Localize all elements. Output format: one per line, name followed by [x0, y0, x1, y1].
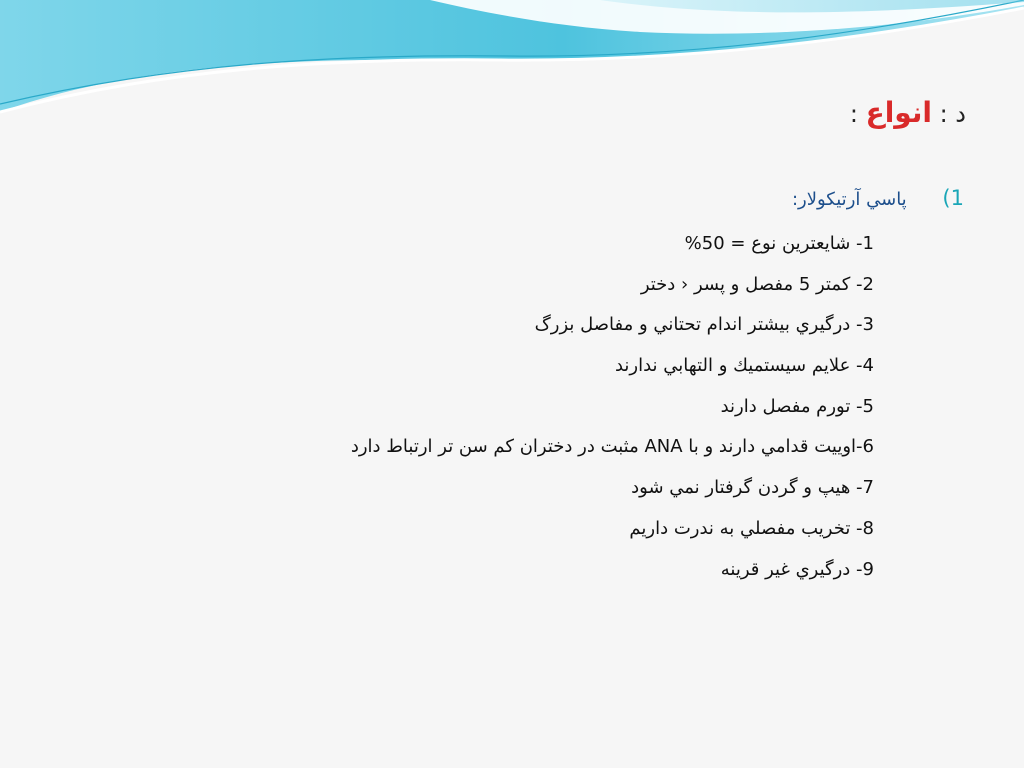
list-item: 4- علايم سيستميك و التهابي ندارند [614, 355, 874, 377]
slide-heading [850, 96, 966, 129]
section-heading [792, 186, 964, 210]
heading-prefix: د : [939, 100, 966, 128]
list-item: 2- كمتر 5 مفصل و پسر ‹ دختر [640, 273, 874, 295]
heading-accent: انواع [865, 96, 932, 129]
list-item: 1- شايعترين نوع = 50% [684, 233, 874, 254]
list-item: 7- هيپ و گردن گرفتار نمي شود [631, 477, 874, 499]
heading-suffix: : [849, 100, 858, 128]
list-item: 5- تورم مفصل دارند [720, 395, 874, 417]
section-number: 1) [942, 186, 964, 210]
section-title: پاسي آرتيكولار: [791, 189, 907, 210]
item-list [351, 228, 874, 594]
list-item: 8- تخريب مفصلي به ندرت داريم [629, 517, 874, 539]
list-item: 6-اوييت قدامي دارند و با ANA مثبت در دختران كم سن تر ارتباط دارد [350, 436, 874, 458]
list-item: 9- درگيري غير قرينه [720, 558, 874, 580]
list-item: 3- درگيري بيشتر اندام تحتاني و مفاصل بزرگ [534, 314, 874, 336]
